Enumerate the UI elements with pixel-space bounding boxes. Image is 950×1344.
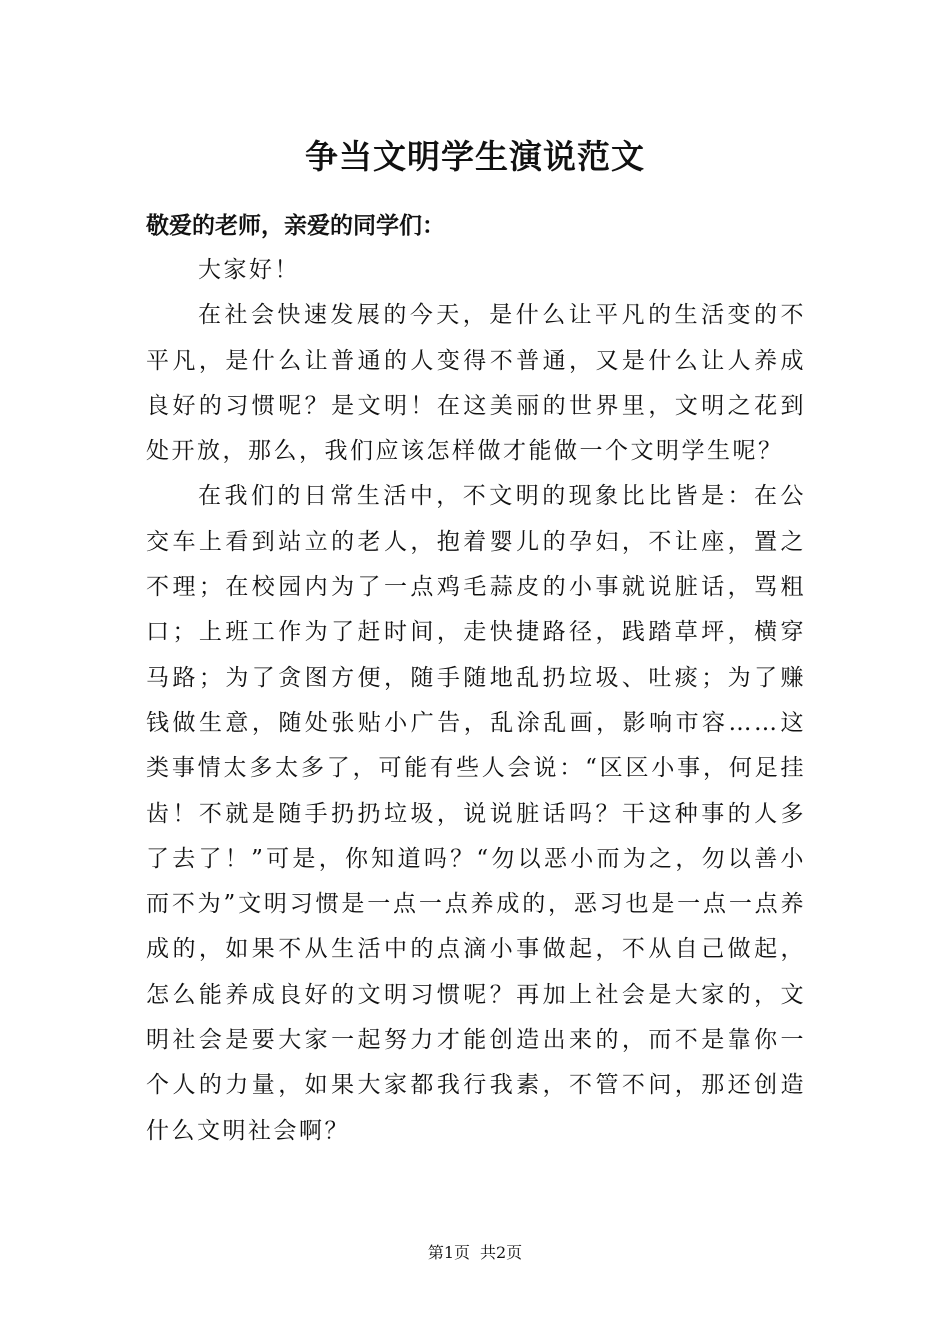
page-title: 争当文明学生演说范文 (305, 137, 645, 176)
body-text (146, 248, 806, 1154)
page-total: 共2页 (480, 1243, 523, 1262)
paragraph-greeting: 大家好！ (198, 257, 300, 283)
page-number: 第1页 (427, 1243, 470, 1262)
paragraph-intro: 在社会快速发展的今天，是什么让平凡的生活变的不平凡，是什么让普通的人变得不普通，又是什么让人养成良好的习惯呢？是文明！在这美丽的世界里，文明之花到处开放，那么，我们应该怎样做才能做一个文明学生呢？ (146, 302, 806, 465)
salutation: 敬爱的老师，亲爱的同学们： (146, 212, 445, 239)
paragraph-uncivil-behaviour: 在我们的日常生活中，不文明的现象比比皆是：在公交车上看到站立的老人，抱着婴儿的孕妇，不让座，置之不理；在校园内为了一点鸡毛蒜皮的小事就说脏话，骂粗口；上班工作为了赶时间，走快捷路径，践踏草坪，横穿马路；为了贪图方便，随手随地乱扔垃圾、吐痰；为了赚钱做生意，随处张贴小广告，乱涂乱画，影响市容……这类事情太多太多了，可能有些人会说：“区区小事，何足挂齿！不就是随手扔扔垃圾，说说脏话吗？干这种事的人多了去了！”可是，你知道吗？“勿以恶小而为之，勿以善小而不为”文明习惯是一点一点养成的，恶习也是一点一点养成的，如果不从生活中的点滴小事做起，不从自己做起，怎么能养成良好的文明习惯呢？再加上社会是大家的，文明社会是要大家一起努力才能创造出来的，而不是靠你一个人的力量，如果大家都我行我素，不管不问，那还创造什么文明社会啊？ (146, 483, 806, 1144)
page-footer (0, 1242, 950, 1264)
